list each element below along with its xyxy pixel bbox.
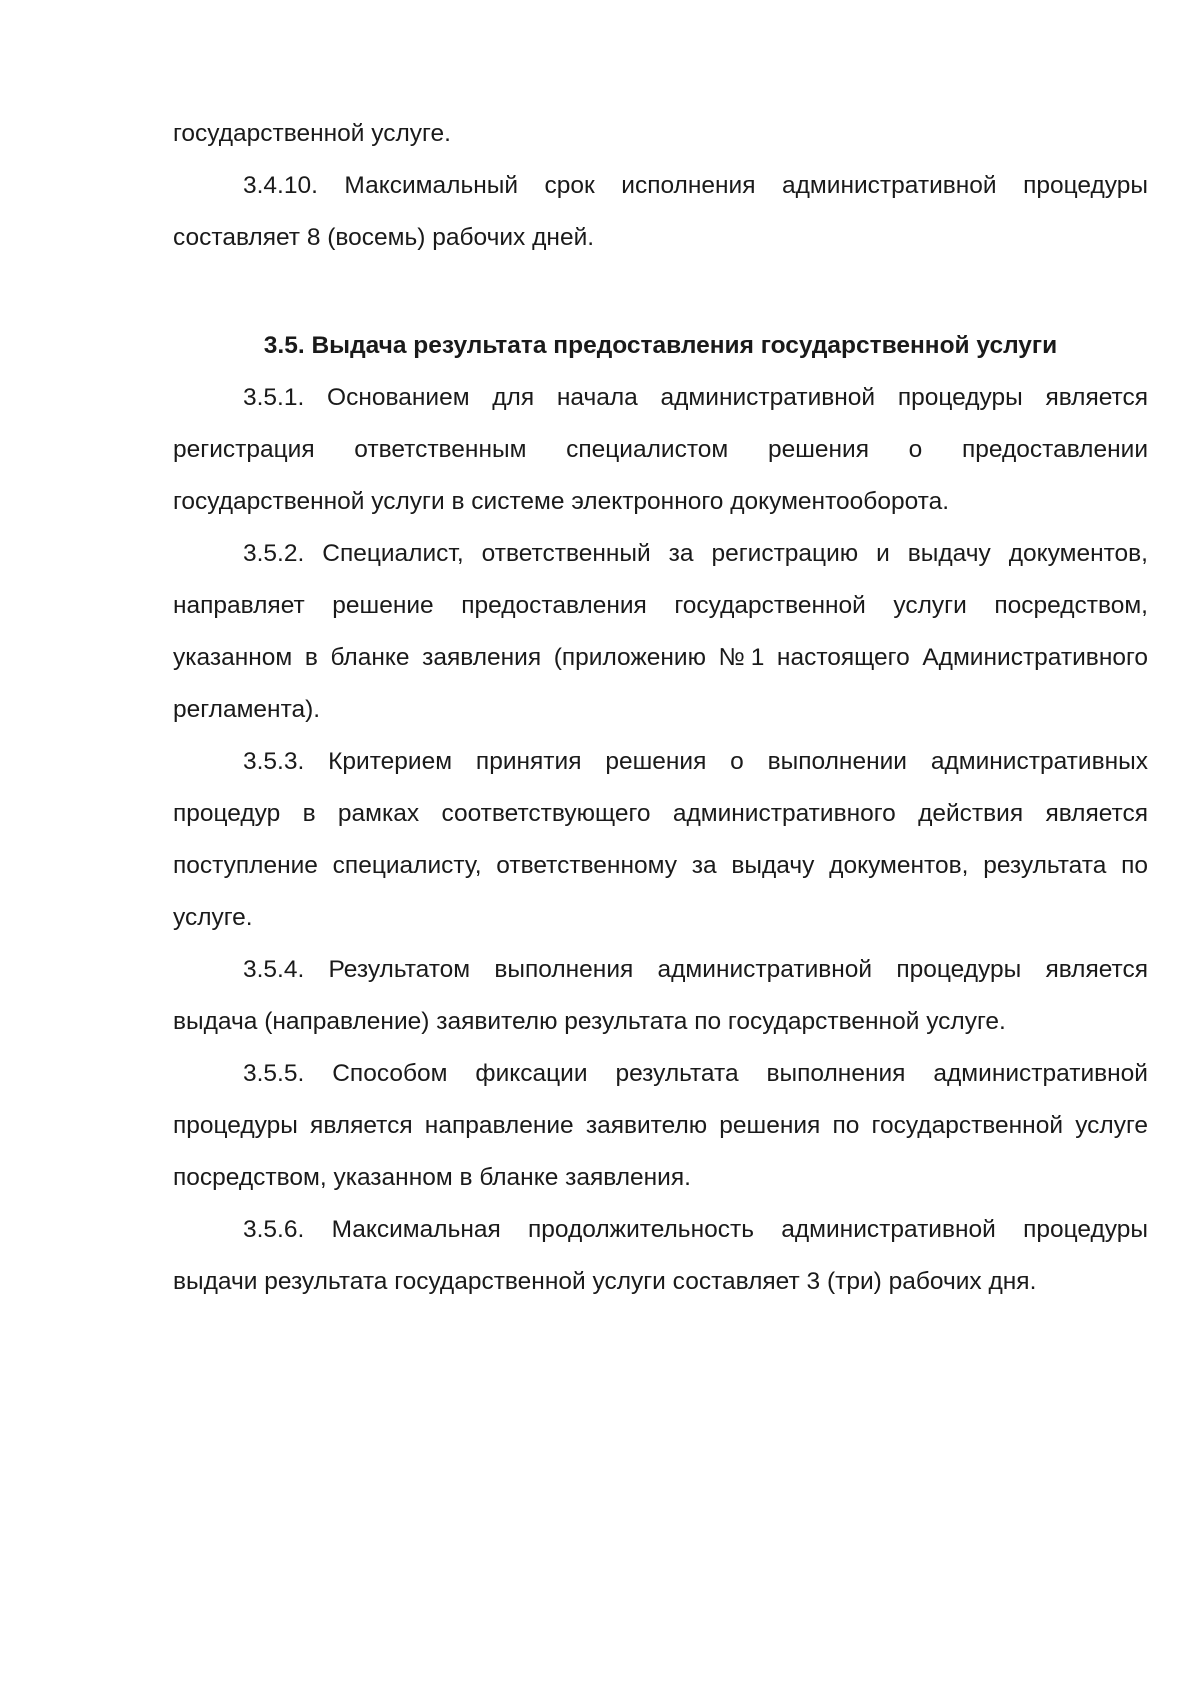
paragraph-3-5-2: 3.5.2. Специалист, ответственный за регистрацию и выдачу документов, направляет решение предоставления государственной услуги посредством, указанном в бланке заявления (приложению №1 настоящего Административного регламента). [173, 540, 1148, 723]
paragraph-3-5-3: 3.5.3. Критерием принятия решения о выполнении административных процедур в рамках соответствующего административного действия является поступление специалисту, ответственному за выдачу документов, результата по услуге. [173, 748, 1148, 931]
section-heading-3-5: 3.5. Выдача результата предоставления государственной услуги [263, 332, 1058, 359]
paragraph-3-5-6: 3.5.6. Максимальная продолжительность административной процедуры выдачи результата государственной услуги составляет 3 (три) рабочих дня. [173, 1216, 1148, 1295]
paragraph-3-5-1: 3.5.1. Основанием для начала административной процедуры является регистрация ответственным специалистом решения о предоставлении государственной услуги в системе электронного документооборота. [173, 384, 1148, 515]
document-body [173, 108, 1148, 1308]
paragraph-3-4-10: 3.4.10. Максимальный срок исполнения административной процедуры составляет 8 (восемь) рабочих дней. [173, 172, 1148, 251]
paragraph-continuation: государственной услуге. [173, 120, 451, 147]
paragraph-3-5-4: 3.5.4. Результатом выполнения административной процедуры является выдача (направление) заявителю результата по государственной услуге. [173, 956, 1148, 1035]
paragraph-3-5-5: 3.5.5. Способом фиксации результата выполнения административной процедуры является направление заявителю решения по государственной услуге посредством, указанном в бланке заявления. [173, 1060, 1148, 1191]
